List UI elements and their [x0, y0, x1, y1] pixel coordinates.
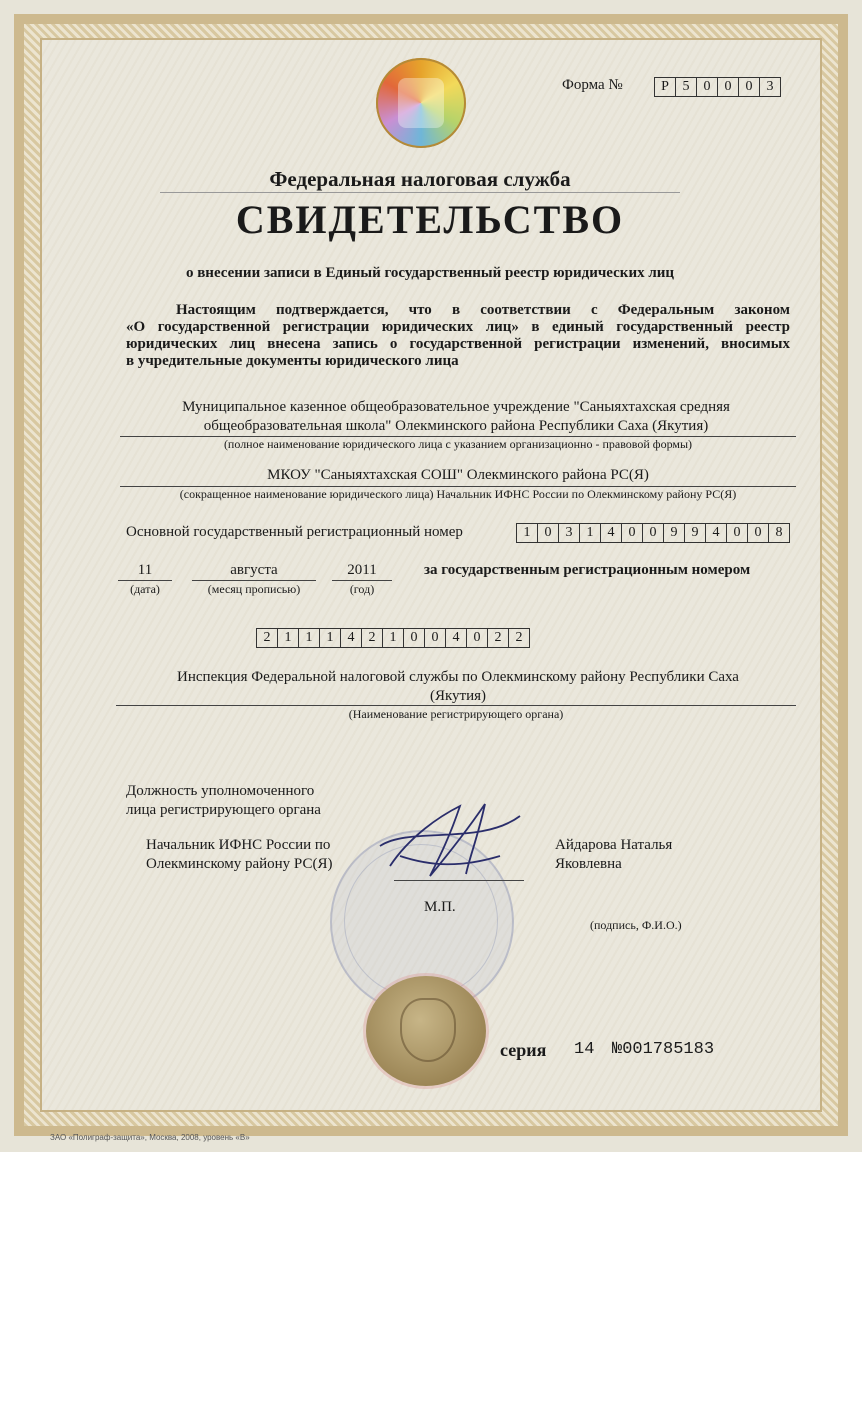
grn-digit: 2	[509, 628, 530, 648]
body-line-2: «О государственной регистрации юридических лиц» в единый государственный реестр	[126, 319, 790, 335]
date-day: 11	[137, 562, 153, 578]
form-number-digit: 0	[739, 77, 760, 97]
series-number-value: 001785183	[622, 1040, 715, 1059]
grn-digit: 1	[320, 628, 341, 648]
position-label-line-2: лица регистрирующего органа	[126, 802, 321, 818]
form-number-digit: 0	[718, 77, 739, 97]
series-value: 14	[574, 1040, 595, 1059]
grn-digit: 4	[446, 628, 467, 648]
ogrn-number-boxes	[516, 523, 790, 543]
ogrn-digit: 4	[706, 523, 727, 543]
printer-imprint: ЗАО «Полиграф-защита», Москва, 2008, уровень «В»	[50, 1133, 250, 1142]
date-year: 2011	[347, 562, 377, 578]
hologram-emblem-icon	[376, 58, 466, 148]
grn-digit: 1	[383, 628, 404, 648]
form-number-digit: Р	[654, 77, 676, 97]
signer-name	[555, 836, 672, 874]
series-number	[612, 1040, 714, 1059]
grn-digit: 2	[256, 628, 278, 648]
form-number-digit: 5	[676, 77, 697, 97]
ogrn-digit: 4	[601, 523, 622, 543]
ogrn-digit: 9	[664, 523, 685, 543]
signature-caption: (подпись, Ф.И.О.)	[590, 918, 682, 932]
certificate-title: СВИДЕТЕЛЬСТВО	[235, 197, 625, 242]
grn-digit: 4	[341, 628, 362, 648]
ogrn-digit: 1	[580, 523, 601, 543]
grn-digit: 2	[362, 628, 383, 648]
form-number-boxes	[654, 77, 781, 97]
position-label-line-1: Должность уполномоченного	[126, 783, 315, 799]
form-number-digit: 3	[760, 77, 781, 97]
date-day-caption: (дата)	[130, 582, 160, 596]
short-name-caption: (сокращенное наименование юридического лица) Начальник ИФНС России по Олекминскому району РС(Я)	[179, 487, 737, 501]
entity-full-name-line-2: общеобразовательная школа" Олекминского района Республики Саха (Якутия)	[203, 418, 709, 434]
form-number-digit: 0	[697, 77, 718, 97]
body-line-3: юридических лиц внесена запись о государственной регистрации изменений, вносимых	[126, 336, 790, 352]
ogrn-digit: 1	[516, 523, 538, 543]
gold-seal-icon	[366, 976, 486, 1086]
body-line-1: Настоящим подтверждается, что в соответствии с Федеральным законом	[176, 302, 790, 318]
series-number-prefix: №	[612, 1040, 623, 1059]
seal-place-label: М.П.	[424, 899, 456, 915]
registering-authority	[120, 668, 796, 706]
grn-digit: 0	[467, 628, 488, 648]
full-name-caption: (полное наименование юридического лица с указанием организационно - правовой формы)	[223, 437, 693, 451]
grn-digit: 0	[425, 628, 446, 648]
date-month: августа	[230, 562, 278, 578]
position-label	[126, 782, 321, 820]
signer-name-line-2: Яковлевна	[555, 856, 622, 872]
grn-digit: 0	[404, 628, 425, 648]
grn-digit: 1	[278, 628, 299, 648]
entity-short-name: МКОУ "Саныяхтахская СОШ" Олекминского района РС(Я)	[267, 467, 649, 483]
ogrn-digit: 0	[748, 523, 769, 543]
ogrn-digit: 8	[769, 523, 790, 543]
signer-position-line-1: Начальник ИФНС России по	[146, 837, 331, 853]
body-line-4: в учредительные документы юридического лица	[126, 353, 459, 369]
entity-full-name	[126, 398, 786, 436]
authority-caption: (Наименование регистрирующего органа)	[348, 707, 564, 721]
agency-name: Федеральная налоговая служба	[269, 167, 571, 191]
grn-digit: 1	[299, 628, 320, 648]
ogrn-digit: 0	[538, 523, 559, 543]
authority-line-1: Инспекция Федеральной налоговой службы по Олекминскому району Республики Саха	[177, 669, 739, 685]
handwritten-signature-icon	[370, 796, 530, 886]
certificate-subtitle: о внесении записи в Единый государственный реестр юридических лиц	[185, 265, 675, 281]
ogrn-digit: 3	[559, 523, 580, 543]
authority-line-2: (Якутия)	[429, 688, 487, 704]
grn-number-boxes	[256, 628, 530, 648]
signer-position	[146, 836, 332, 874]
signer-position-line-2: Олекминскому району РС(Я)	[146, 856, 333, 872]
ogrn-digit: 9	[685, 523, 706, 543]
series-label: серия	[500, 1040, 547, 1060]
ogrn-digit: 0	[643, 523, 664, 543]
form-label: Форма №	[562, 77, 623, 93]
entity-full-name-line-1: Муниципальное казенное общеобразовательное учреждение "Саныяхтахская средняя	[182, 399, 730, 415]
body-text	[126, 302, 790, 370]
ogrn-digit: 0	[727, 523, 748, 543]
date-month-caption: (месяц прописью)	[207, 582, 301, 596]
grn-digit: 2	[488, 628, 509, 648]
ogrn-label: Основной государственный регистрационный номер	[126, 524, 463, 540]
ogrn-digit: 0	[622, 523, 643, 543]
date-year-caption: (год)	[349, 582, 375, 596]
grn-label: за государственным регистрационным номером	[424, 562, 751, 578]
signer-name-line-1: Айдарова Наталья	[555, 837, 673, 853]
